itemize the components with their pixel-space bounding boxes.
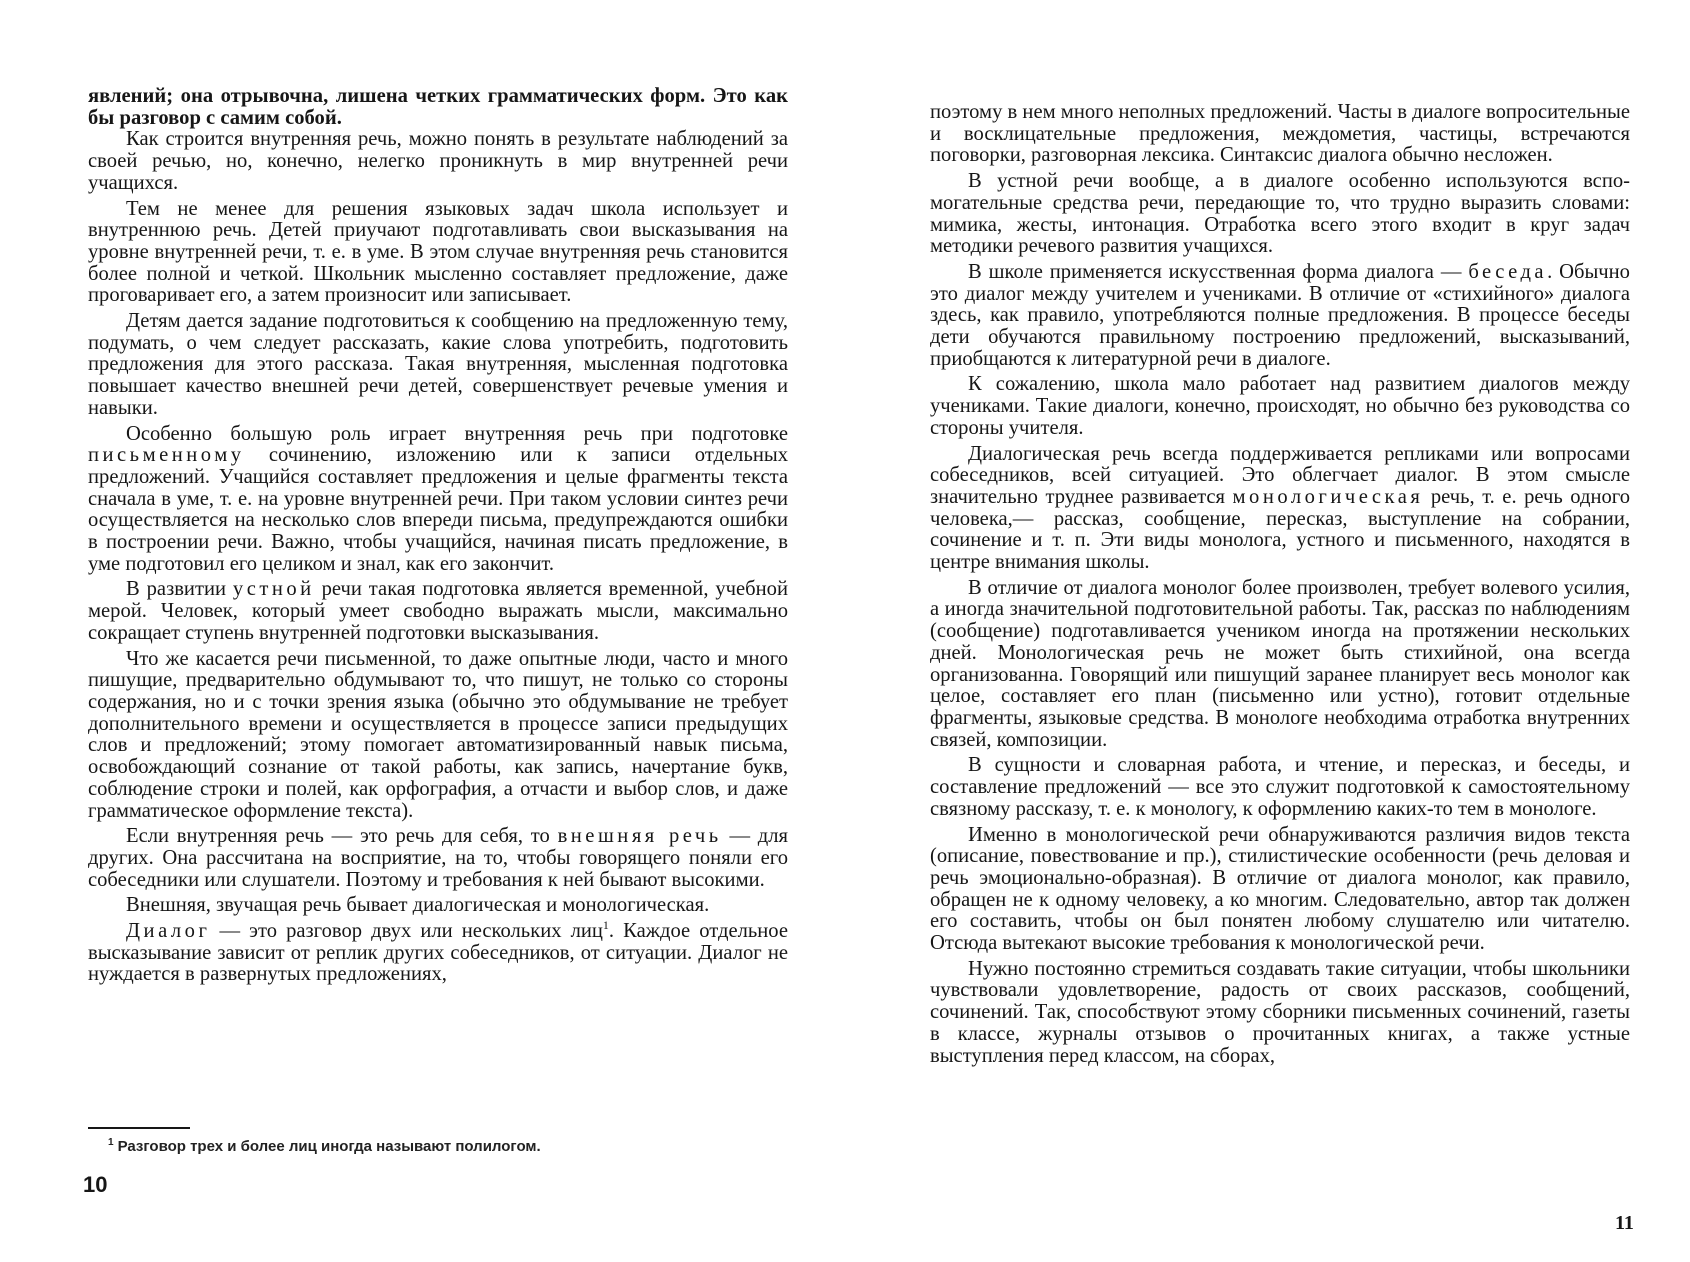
right-page bbox=[930, 102, 1630, 1067]
paragraph: В сущности и словарная работа, и чтение, и пересказ, и беседы, и составление предложений — все это служит подготовкой к самостоятельному связному рассказу, т. е. к монологу, к оформлению каких-то тем в монологе. bbox=[930, 754, 1630, 820]
text-run: В развитии bbox=[126, 578, 226, 601]
page-number-left: 10 bbox=[83, 1172, 108, 1197]
spaced-term: внешняя речь bbox=[557, 825, 722, 848]
paragraph: В отличие от диалога монолог более произволен, требует волевого усилия, а иногда значительной подготовительной работы. Так, рассказ по наблюдениям (сообщение) подготавливается учеником иногда на протяжении нескольких дней. Монологическая речь не может быть стихийной, она всегда организованна. Говорящий или пишущий заранее планирует весь монолог как целое, составляет его план (письменно или устно), готовит отдельные фрагменты, языковые средства. В монологе необходима отработка внутренних связей, композиции. bbox=[930, 576, 1630, 751]
left-page bbox=[88, 86, 788, 986]
footnote-mark: 1 bbox=[108, 1137, 114, 1148]
footnote-ref: 1 bbox=[602, 918, 609, 933]
text-run: . Каждое отдельное высказывание зависит от реплик других собеседников, от ситуации. Диалог не нуждается в развернутых предложениях, bbox=[88, 920, 788, 986]
text-run: Диалогическая речь всегда поддерживается репликами или вопросами собеседников, всей ситуацией. Это облегчает диалог. В этом смысле значительно труднее развивается bbox=[930, 442, 1630, 508]
paragraph bbox=[88, 918, 788, 986]
paragraph: явлений; она отрывочна, лишена четких грамматических форм. Это как бы разговор с самим собой. bbox=[88, 85, 788, 129]
paragraph bbox=[930, 262, 1630, 371]
text-run: сочинению, изложению или к записи отдельных предложений. Учащийся составляет предложения и целые фрагменты текста сначала в уме, т. е. на уровне внутренней речи. При таком условии синтез речи осуществляется на несколько слов впереди письма, предупреждаются ошибки в построении речи. Важно, чтобы учащийся, начиная писать предложение, в уме подготовил его целиком и знал, как его закончит. bbox=[88, 444, 788, 575]
paragraph: Тем не менее для решения языковых задач школа использует и внутреннюю речь. Детей приучают подготавливать свои высказывания на уровне внутренней речи, т. е. в уме. В этом случае внутренняя речь становится более полной и четкой. Школьник мысленно составляет предложение, даже проговаривает его, а затем произносит или записывает. bbox=[88, 197, 788, 307]
paragraph: Что же касается речи письменной, то даже опытные люди, часто и много пишущие, предварительно обдумывают то, что пишут, не только со стороны содержания, но и с точки зрения языка (обычно это обдумывание не требует дополнительного времени и осуществляется в процессе записи предыдущих слов и предложений; этому помогает автоматизированный навык письма, освобождающий сознание от такой работы, как запись, начертание букв, соблюдение строки и полей, как орфография, а отчасти и выбор слов, и даже грамматическое оформление текста). bbox=[88, 647, 788, 822]
text-run: речи такая подготовка является временной, учебной мерой. Человек, который умеет свободно выражать мысли, максимально сокращает ступень внутренней подготовки высказывания. bbox=[88, 578, 788, 644]
text-run: . Обычно это диалог между учителем и учениками. В отличие от «стихийного» диалога здесь, как правило, употребляются полные предложения. В процессе беседы дети обучаются правильному построению предложений, высказываний, приобщаются к литературной речи в диалоге. bbox=[930, 260, 1630, 370]
paragraph: Детям дается задание подготовиться к сообщению на предложенную тему, подумать, о чем следует рассказать, какие слова употребить, подготовить предложения для этого рассказа. Такая внутренняя, мысленная подготовка повышает качество внешней речи детей, совершенствует речевые умения и навыки. bbox=[88, 310, 788, 419]
paragraph bbox=[88, 826, 788, 891]
text-run: Если внутренняя речь — это речь для себя, то bbox=[126, 825, 550, 848]
paragraph bbox=[88, 579, 788, 644]
page-number-right: 11 bbox=[1615, 1212, 1634, 1234]
paragraph: Внешняя, звучащая речь бывает диалогическая и монологическая. bbox=[126, 894, 710, 917]
text-run: Особенно большую роль играет внутренняя речь при подготовке bbox=[126, 422, 788, 445]
spaced-term: беседа bbox=[1468, 260, 1548, 283]
paragraph: Нужно постоянно стремиться создавать такие ситуации, чтобы школьники чувствовали удовлетворение, радость от своих рассказов, сообщений, сочинений. Так, способствуют этому сборники письменных сочинений, газеты в классе, журналы отзывов о прочитанных книгах, а также устные выступления перед классом, на сборах, bbox=[930, 957, 1630, 1067]
spaced-term: устной bbox=[232, 578, 315, 601]
footnote-divider bbox=[88, 1127, 190, 1129]
footnote-text: Разговор трех и более лиц иногда называют полилогом. bbox=[117, 1138, 541, 1155]
text-run: В школе применяется искусственная форма диалога — bbox=[968, 260, 1462, 283]
footnote bbox=[108, 1137, 541, 1155]
spaced-term: письменному bbox=[88, 444, 245, 467]
paragraph: Именно в монологической речи обнаруживаются различия видов текста (описание, повествование и пр.), стилистические особенности (речь деловая и речь эмоционально-образная). В отличие от диалога монолог, как правило, обращен не к одному человеку, а ко многим. Следовательно, автор так должен его составить, чтобы он был понятен любому слушателю или читателю. Отсюда вытекают высокие требования к монологической речи. bbox=[930, 823, 1630, 955]
paragraph: К сожалению, школа мало работает над развитием диалогов между учениками. Такие диалоги, конечно, происходят, но обычно без руководства со стороны учителя. bbox=[930, 373, 1630, 439]
paragraph: В устной речи вообще, а в диалоге особенно используются вспомогательные средства речи, передающие то, что трудно выразить словами: мимика, жесты, интонация. Отработка всего этого входит в круг задач методики речевого развития учащихся. bbox=[930, 170, 1630, 258]
text-run: — это разговор двух или нескольких лиц bbox=[219, 920, 603, 943]
text-run: речь, т. е. речь одного человека,— рассказ, сообщение, пересказ, выступление на собрании, сочинение и т. п. Эти виды монолога, устного и письменного, находятся в центре внимания школы. bbox=[930, 485, 1631, 574]
paragraph: поэтому в нем много неполных предложений. Часты в диалоге вопросительные и восклицательные предложения, междометия, частицы, встречаются поговорки, разговорная лексика. Синтаксис диалога обычно несложен. bbox=[930, 101, 1630, 167]
spaced-term: Диалог bbox=[126, 920, 211, 943]
paragraph bbox=[930, 444, 1630, 574]
text-run: — для других. Она рассчитана на восприятие, на то, чтобы говорящего поняли его собеседники или слушатели. Поэтому и требования к ней бывают высокими. bbox=[88, 825, 788, 891]
paragraph: Как строится внутренняя речь, можно понять в результате наблюдений за своей речью, но, конечно, нелегко проникнуть в мир внутренней речи учащихся. bbox=[88, 128, 788, 194]
spaced-term: монологическая bbox=[1232, 485, 1424, 508]
paragraph bbox=[88, 424, 788, 576]
